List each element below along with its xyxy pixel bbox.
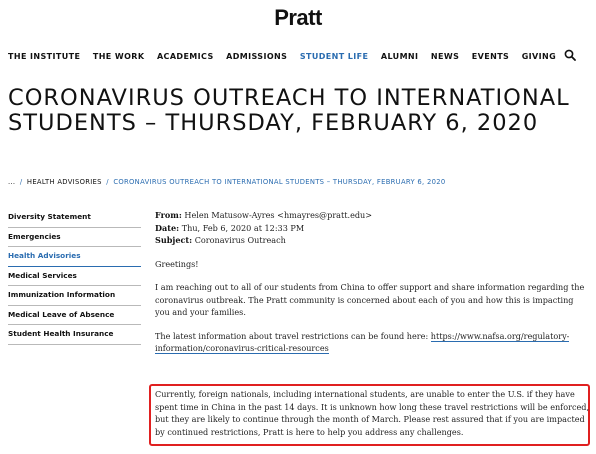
- email-date-label: Date:: [155, 222, 180, 233]
- sidebar-item-health-advisories[interactable]: Health Advisories: [8, 247, 141, 267]
- email-from-value: Helen Matusow-Ayres <hmayres@pratt.edu>: [184, 210, 373, 220]
- email-from: [155, 209, 589, 222]
- nav-item-student-life[interactable]: STUDENT LIFE: [299, 51, 369, 61]
- sidebar-item-diversity-statement[interactable]: Diversity Statement: [8, 208, 141, 228]
- email-greeting: Greetings!: [155, 258, 199, 269]
- sidebar-item-emergencies[interactable]: Emergencies: [8, 228, 141, 248]
- email-paragraph-1: I am reaching out to all of our students from China to offer support and share information regarding the coronavirus outbreak. The Pratt community is concerned about each of you and how this is impacting you and your families.: [155, 282, 585, 317]
- email-subject: [155, 234, 589, 247]
- nav-item-the-institute[interactable]: THE INSTITUTE: [8, 51, 81, 61]
- page-title: CORONAVIRUS OUTREACH TO INTERNATIONAL STUDENTS – THURSDAY, FEBRUARY 6, 2020: [8, 85, 570, 136]
- breadcrumb-current: CORONAVIRUS OUTREACH TO INTERNATIONAL STUDENTS – THURSDAY, FEBRUARY 6, 2020: [113, 178, 446, 186]
- email-from-label: From:: [155, 210, 182, 220]
- nav-item-academics[interactable]: ACADEMICS: [156, 51, 214, 61]
- email-subject-value: Coronavirus Outreach: [194, 235, 286, 245]
- email-content: [155, 209, 589, 355]
- main-nav: [8, 49, 588, 63]
- sidebar-item-medical-services[interactable]: Medical Services: [8, 267, 141, 287]
- breadcrumb-separator: /: [106, 178, 109, 186]
- nav-item-alumni[interactable]: ALUMNI: [380, 51, 419, 61]
- email-subject-label: Subject:: [155, 235, 193, 245]
- sidebar-item-student-health-insurance[interactable]: Student Health Insurance: [8, 325, 141, 345]
- nav-item-the-work[interactable]: THE WORK: [92, 51, 145, 61]
- breadcrumb-separator: /: [19, 178, 23, 186]
- pratt-logo[interactable]: Pratt: [274, 5, 322, 30]
- sidebar: [8, 208, 141, 345]
- email-paragraph-2: [155, 330, 589, 355]
- email-paragraph-3: Currently, foreign nationals, including international students, are unable to enter the U.S. if they have spent time in China in the past 14 days. It is unknown how long these travel restrictions will be enforced, but they are likely to continue through the month of March. Please rest assured that if you are impacted by continued restrictions, Pratt is here to help you address any challenges.: [155, 389, 590, 437]
- email-date-value: Thu, Feb 6, 2020 at 12:33 PM: [181, 222, 305, 233]
- search-icon[interactable]: [564, 49, 576, 61]
- nav-item-giving[interactable]: GIVING: [521, 51, 557, 61]
- nav-item-news[interactable]: NEWS: [430, 51, 460, 61]
- nav-item-events[interactable]: EVENTS: [471, 51, 510, 61]
- email-date: [155, 222, 589, 235]
- breadcrumb-health-advisories[interactable]: HEALTH ADVISORIES: [26, 178, 102, 186]
- nafsa-link[interactable]: https://www.nafsa.org/regulatory-information/coronavirus-critical-resources: [155, 330, 570, 353]
- breadcrumb: [8, 178, 588, 186]
- sidebar-item-immunization-information[interactable]: Immunization Information: [8, 286, 141, 306]
- email-paragraph-2-text: The latest information about travel restrictions can be found here:: [155, 330, 431, 341]
- nav-item-admissions[interactable]: ADMISSIONS: [226, 51, 288, 61]
- breadcrumb-root[interactable]: ...: [8, 178, 16, 186]
- sidebar-item-medical-leave-of-absence[interactable]: Medical Leave of Absence: [8, 306, 141, 326]
